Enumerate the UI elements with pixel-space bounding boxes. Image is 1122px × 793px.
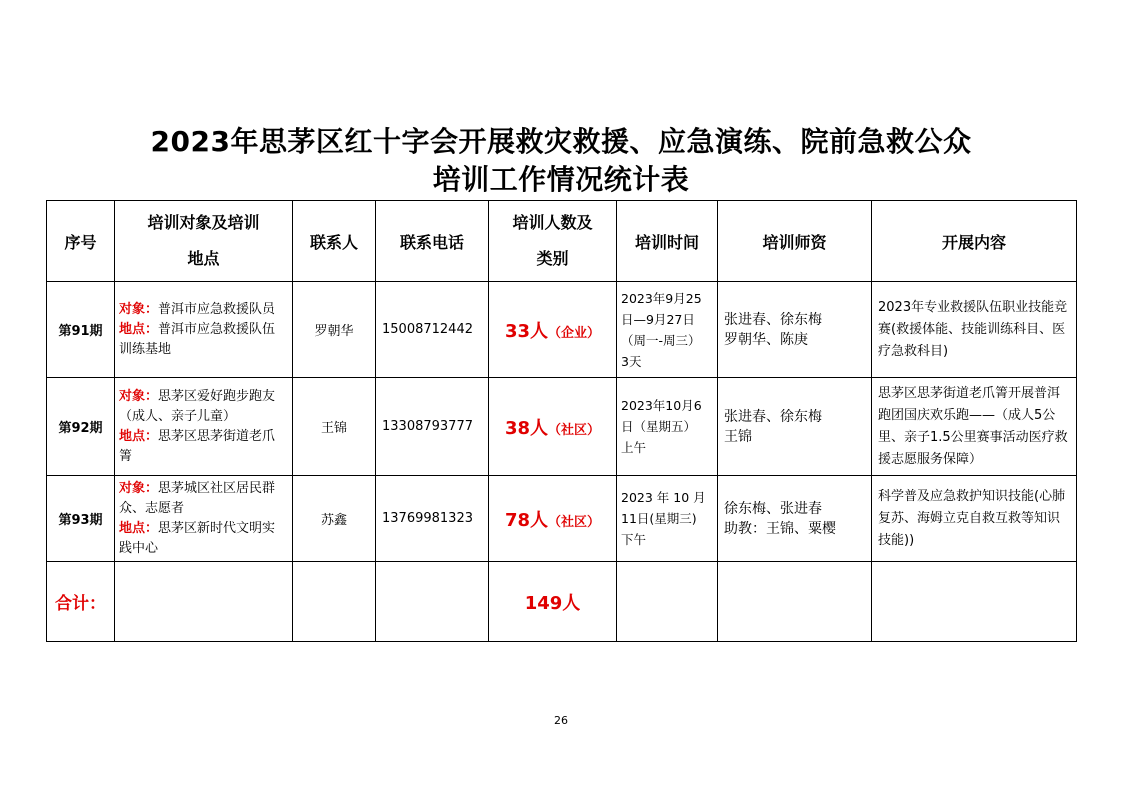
time-line: 3天 [621, 353, 642, 369]
empty-cell [115, 562, 293, 642]
header-index: 序号 [47, 201, 115, 282]
time-line: 2023 年 10 月 [621, 490, 706, 505]
target-text: 思茅区爱好跑步跑友（成人、亲子儿童） [119, 388, 276, 424]
time-line: （周一-周三） [621, 332, 701, 348]
header-contact: 联系人 [293, 201, 376, 282]
row-contact: 苏鑫 [293, 476, 376, 562]
total-label: 合计： [47, 562, 115, 642]
total-row [47, 562, 1077, 642]
header-count-line2: 类别 [536, 249, 569, 268]
row-teachers [718, 476, 872, 562]
row-phone: 13769981323 [376, 476, 489, 562]
teacher-line: 徐东梅、张进春 [724, 500, 822, 517]
time-line: 下午 [621, 532, 647, 547]
location-label: 地点： [119, 428, 159, 444]
time-line: 2023年9月25 [621, 290, 702, 306]
row-time [617, 282, 718, 378]
target-label: 对象： [119, 388, 159, 404]
row-content: 思茅区思茅街道老爪箐开展普洱跑团国庆欢乐跑——（成人5公里、亲子1.5公里赛事活动医疗救援志愿服务保障） [872, 378, 1077, 476]
location-text: 思茅区新时代文明实践中心 [119, 520, 276, 556]
target-text: 普洱市应急救援队员 [158, 301, 276, 317]
header-row [47, 201, 1077, 282]
empty-cell [617, 562, 718, 642]
header-phone: 联系电话 [376, 201, 489, 282]
row-time [617, 378, 718, 476]
row-phone: 15008712442 [376, 282, 489, 378]
count-category: （企业） [548, 325, 601, 341]
count-value: 38人 [504, 417, 549, 439]
header-count [489, 201, 617, 282]
row-index: 第93期 [47, 476, 115, 562]
teacher-line: 助教：王锦、粟樱 [724, 520, 836, 537]
time-line: 日（星期五） [621, 419, 697, 434]
title-line-1: 2023年思茅区红十字会开展救灾救援、应急演练、院前急救公众 [150, 125, 972, 158]
row-target-location [115, 282, 293, 378]
row-phone: 13308793777 [376, 378, 489, 476]
page-number: 26 [554, 714, 568, 727]
row-target-location [115, 476, 293, 562]
time-line: 11日(星期三) [621, 511, 697, 526]
header-time: 培训时间 [617, 201, 718, 282]
location-text: 思茅区思茅街道老爪箐 [119, 428, 276, 464]
empty-cell [872, 562, 1077, 642]
teacher-line: 王锦 [724, 428, 752, 445]
target-text: 思茅城区社区居民群众、志愿者 [119, 480, 276, 516]
count-value: 33人 [504, 320, 549, 342]
title-line-2: 培训工作情况统计表 [432, 163, 690, 196]
total-value: 149人 [489, 562, 617, 642]
target-label: 对象： [119, 480, 159, 496]
statistics-table [46, 200, 1077, 642]
header-target-line2: 地点 [187, 249, 220, 268]
header-target-line1: 培训对象及培训 [147, 213, 260, 232]
row-contact: 王锦 [293, 378, 376, 476]
target-label: 对象： [119, 301, 159, 317]
row-index: 第92期 [47, 378, 115, 476]
location-label: 地点： [119, 321, 159, 337]
row-teachers [718, 378, 872, 476]
row-count [489, 476, 617, 562]
row-content: 2023年专业救援队伍职业技能竞赛(救援体能、技能训练科目、医疗急救科目) [872, 282, 1077, 378]
row-count [489, 282, 617, 378]
table-row [47, 282, 1077, 378]
count-category: （社区） [548, 514, 601, 530]
location-label: 地点： [119, 520, 159, 536]
row-count [489, 378, 617, 476]
header-content: 开展内容 [872, 201, 1077, 282]
row-time [617, 476, 718, 562]
empty-cell [718, 562, 872, 642]
table-row [47, 378, 1077, 476]
empty-cell [376, 562, 489, 642]
header-count-line1: 培训人数及 [512, 213, 593, 232]
time-line: 2023年10月6 [621, 398, 702, 413]
row-teachers [718, 282, 872, 378]
row-index: 第91期 [47, 282, 115, 378]
teacher-line: 张进春、徐东梅 [724, 311, 822, 328]
time-line: 上午 [621, 440, 647, 455]
row-target-location [115, 378, 293, 476]
count-category: （社区） [548, 422, 601, 438]
row-content: 科学普及应急救护知识技能(心肺复苏、海姆立克自救互救等知识技能)) [872, 476, 1077, 562]
header-teachers: 培训师资 [718, 201, 872, 282]
count-value: 78人 [504, 509, 549, 531]
location-text: 普洱市应急救援队伍训练基地 [119, 321, 276, 357]
header-target [115, 201, 293, 282]
teacher-line: 张进春、徐东梅 [724, 408, 822, 425]
empty-cell [293, 562, 376, 642]
table-row [47, 476, 1077, 562]
teacher-line: 罗朝华、陈庚 [724, 331, 808, 348]
time-line: 日—9月27日 [621, 311, 695, 327]
row-contact: 罗朝华 [293, 282, 376, 378]
